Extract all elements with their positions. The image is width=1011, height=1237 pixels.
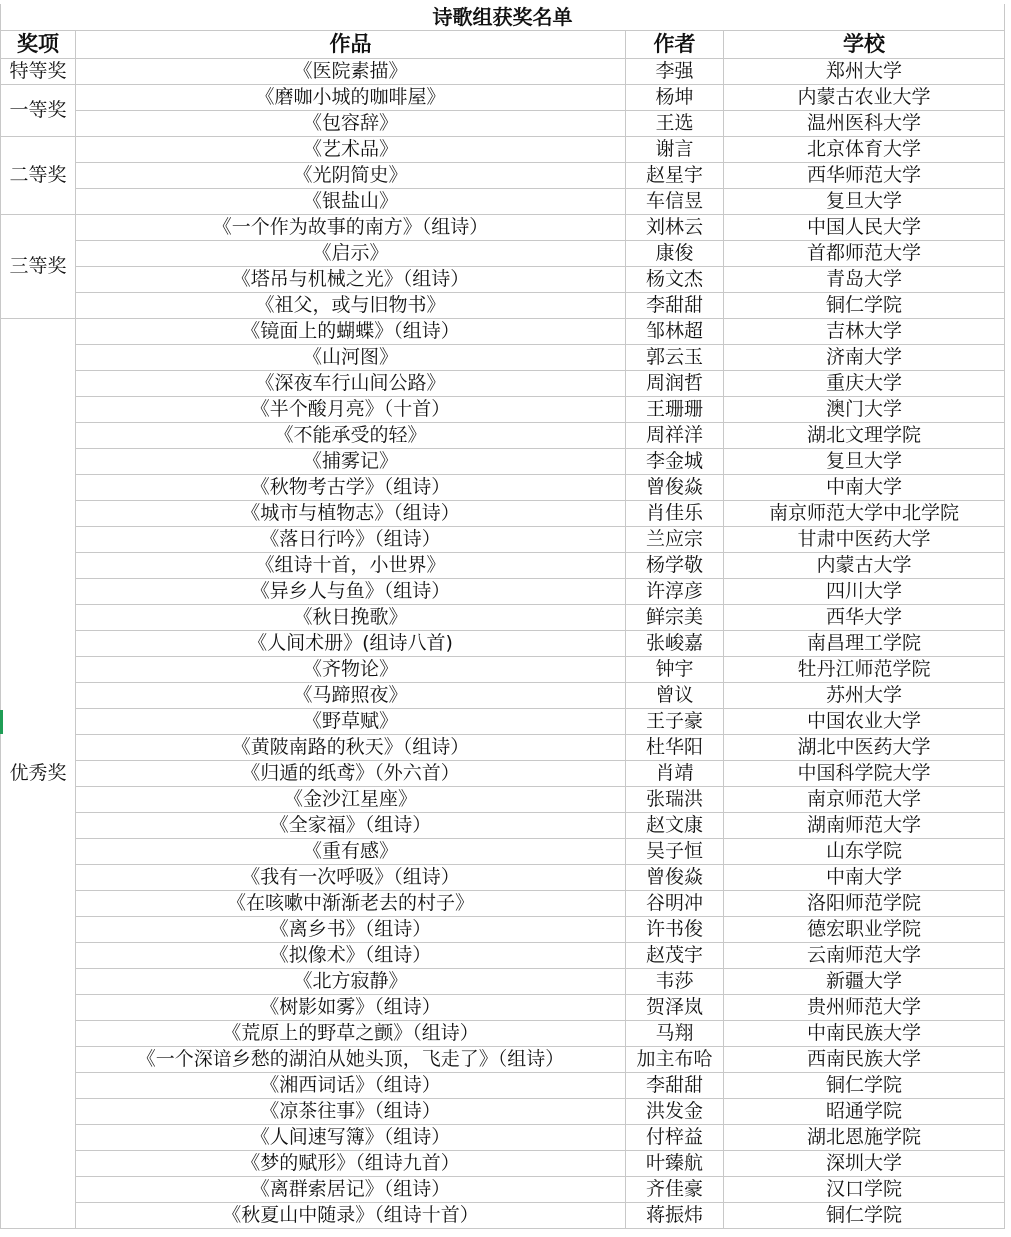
author-cell[interactable]: 谢言 — [626, 137, 724, 163]
school-cell[interactable]: 西华师范大学 — [724, 163, 1005, 189]
table-row — [1, 423, 1005, 449]
title-row — [1, 4, 1005, 31]
work-cell[interactable]: 《全家福》（组诗） — [76, 813, 626, 839]
award-cell[interactable]: 一等奖 — [1, 85, 76, 137]
work-cell[interactable]: 《树影如雾》（组诗） — [76, 995, 626, 1021]
author-cell[interactable]: 钟宇 — [626, 657, 724, 683]
school-cell[interactable]: 复旦大学 — [724, 449, 1005, 475]
author-cell[interactable]: 加主布哈 — [626, 1047, 724, 1073]
table-row — [1, 631, 1005, 657]
header-work[interactable]: 作品 — [76, 31, 626, 59]
author-cell[interactable]: 王珊珊 — [626, 397, 724, 423]
work-cell[interactable]: 《异乡人与鱼》（组诗） — [76, 579, 626, 605]
table-row — [1, 1151, 1005, 1177]
table-row — [1, 735, 1005, 761]
work-cell[interactable]: 《野草赋》 — [76, 709, 626, 735]
school-cell[interactable]: 德宏职业学院 — [724, 917, 1005, 943]
work-cell[interactable]: 《齐物论》 — [76, 657, 626, 683]
author-cell[interactable]: 赵茂宇 — [626, 943, 724, 969]
work-cell[interactable]: 《一个作为故事的南方》（组诗） — [76, 215, 626, 241]
author-cell[interactable]: 车信昱 — [626, 189, 724, 215]
award-cell[interactable]: 优秀奖 — [1, 319, 76, 1229]
school-cell[interactable]: 青岛大学 — [724, 267, 1005, 293]
work-cell[interactable]: 《祖父，或与旧物书》 — [76, 293, 626, 319]
author-cell[interactable]: 曾俊焱 — [626, 475, 724, 501]
work-cell[interactable]: 《北方寂静》 — [76, 969, 626, 995]
work-cell[interactable]: 《重有感》 — [76, 839, 626, 865]
school-cell[interactable]: 重庆大学 — [724, 371, 1005, 397]
school-cell[interactable]: 郑州大学 — [724, 59, 1005, 85]
header-row — [1, 31, 1005, 59]
table-row — [1, 813, 1005, 839]
work-cell[interactable]: 《湘西词话》（组诗） — [76, 1073, 626, 1099]
author-cell[interactable]: 周祥洋 — [626, 423, 724, 449]
school-cell[interactable]: 内蒙古大学 — [724, 553, 1005, 579]
work-cell[interactable]: 《人间术册》(组诗八首) — [76, 631, 626, 657]
school-cell[interactable]: 中国农业大学 — [724, 709, 1005, 735]
work-cell[interactable]: 《人间速写簿》（组诗） — [76, 1125, 626, 1151]
table-row — [1, 891, 1005, 917]
work-cell[interactable]: 《秋日挽歌》 — [76, 605, 626, 631]
table-row — [1, 1047, 1005, 1073]
work-cell[interactable]: 《秋夏山中随录》（组诗十首） — [76, 1203, 626, 1229]
school-cell[interactable]: 甘肃中医药大学 — [724, 527, 1005, 553]
author-cell[interactable]: 王子豪 — [626, 709, 724, 735]
school-cell[interactable]: 云南师范大学 — [724, 943, 1005, 969]
work-cell[interactable]: 《光阴简史》 — [76, 163, 626, 189]
work-cell[interactable]: 《秋物考古学》（组诗） — [76, 475, 626, 501]
award-list-table — [0, 4, 1005, 1229]
school-cell[interactable]: 贵州师范大学 — [724, 995, 1005, 1021]
table-row — [1, 267, 1005, 293]
school-cell[interactable]: 内蒙古农业大学 — [724, 85, 1005, 111]
table-row — [1, 917, 1005, 943]
header-award[interactable]: 奖项 — [1, 31, 76, 59]
table-row — [1, 839, 1005, 865]
header-author[interactable]: 作者 — [626, 31, 724, 59]
table-row — [1, 1099, 1005, 1125]
school-cell[interactable]: 济南大学 — [724, 345, 1005, 371]
award-cell[interactable]: 特等奖 — [1, 59, 76, 85]
school-cell[interactable]: 山东学院 — [724, 839, 1005, 865]
author-cell[interactable]: 洪发金 — [626, 1099, 724, 1125]
school-cell[interactable]: 中南民族大学 — [724, 1021, 1005, 1047]
author-cell[interactable]: 康俊 — [626, 241, 724, 267]
author-cell[interactable]: 许书俊 — [626, 917, 724, 943]
school-cell[interactable]: 汉口学院 — [724, 1177, 1005, 1203]
school-cell[interactable]: 新疆大学 — [724, 969, 1005, 995]
author-cell[interactable]: 韦莎 — [626, 969, 724, 995]
school-cell[interactable]: 西华大学 — [724, 605, 1005, 631]
table-row — [1, 397, 1005, 423]
table-row — [1, 189, 1005, 215]
table-row — [1, 241, 1005, 267]
work-cell[interactable]: 《归遁的纸鸢》（外六首） — [76, 761, 626, 787]
table-row — [1, 319, 1005, 345]
work-cell[interactable]: 《不能承受的轻》 — [76, 423, 626, 449]
work-cell[interactable]: 《一个深谙乡愁的湖泊从她头顶，飞走了》（组诗） — [76, 1047, 626, 1073]
table-row — [1, 527, 1005, 553]
school-cell[interactable]: 洛阳师范学院 — [724, 891, 1005, 917]
work-cell[interactable]: 《马蹄照夜》 — [76, 683, 626, 709]
work-cell[interactable]: 《半个酸月亮》（十首） — [76, 397, 626, 423]
work-cell[interactable]: 《荒原上的野草之颤》（组诗） — [76, 1021, 626, 1047]
school-cell[interactable]: 铜仁学院 — [724, 1203, 1005, 1229]
school-cell[interactable]: 中南大学 — [724, 865, 1005, 891]
school-cell[interactable]: 中国人民大学 — [724, 215, 1005, 241]
table-row — [1, 111, 1005, 137]
work-cell[interactable]: 《包容辞》 — [76, 111, 626, 137]
author-cell[interactable]: 曾俊焱 — [626, 865, 724, 891]
table-row — [1, 709, 1005, 735]
school-cell[interactable]: 铜仁学院 — [724, 1073, 1005, 1099]
author-cell[interactable]: 杜华阳 — [626, 735, 724, 761]
work-cell[interactable]: 《塔吊与机械之光》（组诗） — [76, 267, 626, 293]
table-row — [1, 501, 1005, 527]
table-row — [1, 605, 1005, 631]
work-cell[interactable]: 《离乡书》（组诗） — [76, 917, 626, 943]
table-row — [1, 163, 1005, 189]
school-cell[interactable]: 西南民族大学 — [724, 1047, 1005, 1073]
author-cell[interactable]: 贺泽岚 — [626, 995, 724, 1021]
author-cell[interactable]: 赵星宇 — [626, 163, 724, 189]
author-cell[interactable]: 张瑞洪 — [626, 787, 724, 813]
school-cell[interactable]: 北京体育大学 — [724, 137, 1005, 163]
author-cell[interactable]: 周润哲 — [626, 371, 724, 397]
school-cell[interactable]: 中南大学 — [724, 475, 1005, 501]
author-cell[interactable]: 张峻嘉 — [626, 631, 724, 657]
table-row — [1, 579, 1005, 605]
table-row — [1, 761, 1005, 787]
award-cell[interactable]: 二等奖 — [1, 137, 76, 215]
school-cell[interactable]: 牡丹江师范学院 — [724, 657, 1005, 683]
school-cell[interactable]: 湖北中医药大学 — [724, 735, 1005, 761]
work-cell[interactable]: 《磨咖小城的咖啡屋》 — [76, 85, 626, 111]
author-cell[interactable]: 刘林云 — [626, 215, 724, 241]
author-cell[interactable]: 李甜甜 — [626, 293, 724, 319]
author-cell[interactable]: 李强 — [626, 59, 724, 85]
author-cell[interactable]: 马翔 — [626, 1021, 724, 1047]
school-cell[interactable]: 四川大学 — [724, 579, 1005, 605]
school-cell[interactable]: 湖北恩施学院 — [724, 1125, 1005, 1151]
work-cell[interactable]: 《镜面上的蝴蝶》（组诗） — [76, 319, 626, 345]
table-row — [1, 683, 1005, 709]
sheet-title[interactable]: 诗歌组获奖名单 — [1, 4, 1005, 31]
author-cell[interactable]: 郭云玉 — [626, 345, 724, 371]
author-cell[interactable]: 李金城 — [626, 449, 724, 475]
school-cell[interactable]: 南昌理工学院 — [724, 631, 1005, 657]
author-cell[interactable]: 肖靖 — [626, 761, 724, 787]
school-cell[interactable]: 复旦大学 — [724, 189, 1005, 215]
table-row — [1, 59, 1005, 85]
table-row — [1, 215, 1005, 241]
award-cell[interactable]: 三等奖 — [1, 215, 76, 319]
work-cell[interactable]: 《捕雾记》 — [76, 449, 626, 475]
table-row — [1, 553, 1005, 579]
work-cell[interactable]: 《山河图》 — [76, 345, 626, 371]
table-row — [1, 1177, 1005, 1203]
award-list-body — [1, 4, 1005, 1229]
table-row — [1, 371, 1005, 397]
work-cell[interactable]: 《深夜车行山间公路》 — [76, 371, 626, 397]
author-cell[interactable]: 鲜宗美 — [626, 605, 724, 631]
work-cell[interactable]: 《梦的赋形》（组诗九首） — [76, 1151, 626, 1177]
table-row — [1, 1125, 1005, 1151]
table-row — [1, 293, 1005, 319]
work-cell[interactable]: 《医院素描》 — [76, 59, 626, 85]
author-cell[interactable]: 王选 — [626, 111, 724, 137]
author-cell[interactable]: 杨学敬 — [626, 553, 724, 579]
school-cell[interactable]: 深圳大学 — [724, 1151, 1005, 1177]
school-cell[interactable]: 南京师范大学中北学院 — [724, 501, 1005, 527]
school-cell[interactable]: 苏州大学 — [724, 683, 1005, 709]
work-cell[interactable]: 《落日行吟》（组诗） — [76, 527, 626, 553]
table-row — [1, 995, 1005, 1021]
author-cell[interactable]: 付梓益 — [626, 1125, 724, 1151]
author-cell[interactable]: 杨文杰 — [626, 267, 724, 293]
work-cell[interactable]: 《离群索居记》（组诗） — [76, 1177, 626, 1203]
row-selection-indicator — [0, 710, 3, 734]
author-cell[interactable]: 齐佳豪 — [626, 1177, 724, 1203]
school-cell[interactable]: 温州医科大学 — [724, 111, 1005, 137]
work-cell[interactable]: 《在咳嗽中渐渐老去的村子》 — [76, 891, 626, 917]
table-row — [1, 345, 1005, 371]
work-cell[interactable]: 《城市与植物志》（组诗） — [76, 501, 626, 527]
table-row — [1, 475, 1005, 501]
author-cell[interactable]: 赵文康 — [626, 813, 724, 839]
table-row — [1, 943, 1005, 969]
author-cell[interactable]: 邹林超 — [626, 319, 724, 345]
author-cell[interactable]: 蒋振炜 — [626, 1203, 724, 1229]
school-cell[interactable]: 湖北文理学院 — [724, 423, 1005, 449]
school-cell[interactable]: 昭通学院 — [724, 1099, 1005, 1125]
table-row — [1, 85, 1005, 111]
school-cell[interactable]: 南京师范大学 — [724, 787, 1005, 813]
author-cell[interactable]: 李甜甜 — [626, 1073, 724, 1099]
header-school[interactable]: 学校 — [724, 31, 1005, 59]
author-cell[interactable]: 叶臻航 — [626, 1151, 724, 1177]
author-cell[interactable]: 曾议 — [626, 683, 724, 709]
author-cell[interactable]: 吴子恒 — [626, 839, 724, 865]
work-cell[interactable]: 《我有一次呼吸》（组诗） — [76, 865, 626, 891]
school-cell[interactable]: 铜仁学院 — [724, 293, 1005, 319]
author-cell[interactable]: 谷明冲 — [626, 891, 724, 917]
work-cell[interactable]: 《组诗十首，小世界》 — [76, 553, 626, 579]
table-row — [1, 865, 1005, 891]
school-cell[interactable]: 中国科学院大学 — [724, 761, 1005, 787]
table-row — [1, 969, 1005, 995]
table-row — [1, 1021, 1005, 1047]
work-cell[interactable]: 《启示》 — [76, 241, 626, 267]
author-cell[interactable]: 兰应宗 — [626, 527, 724, 553]
author-cell[interactable]: 许淳彦 — [626, 579, 724, 605]
school-cell[interactable]: 澳门大学 — [724, 397, 1005, 423]
table-row — [1, 657, 1005, 683]
work-cell[interactable]: 《银盐山》 — [76, 189, 626, 215]
school-cell[interactable]: 首都师范大学 — [724, 241, 1005, 267]
author-cell[interactable]: 杨坤 — [626, 85, 724, 111]
work-cell[interactable]: 《凉茶往事》（组诗） — [76, 1099, 626, 1125]
table-row — [1, 1203, 1005, 1229]
table-row — [1, 1073, 1005, 1099]
table-row — [1, 137, 1005, 163]
table-row — [1, 787, 1005, 813]
work-cell[interactable]: 《黄陂南路的秋天》（组诗） — [76, 735, 626, 761]
author-cell[interactable]: 肖佳乐 — [626, 501, 724, 527]
work-cell[interactable]: 《艺术品》 — [76, 137, 626, 163]
table-row — [1, 449, 1005, 475]
work-cell[interactable]: 《金沙江星座》 — [76, 787, 626, 813]
school-cell[interactable]: 湖南师范大学 — [724, 813, 1005, 839]
work-cell[interactable]: 《拟像术》（组诗） — [76, 943, 626, 969]
school-cell[interactable]: 吉林大学 — [724, 319, 1005, 345]
